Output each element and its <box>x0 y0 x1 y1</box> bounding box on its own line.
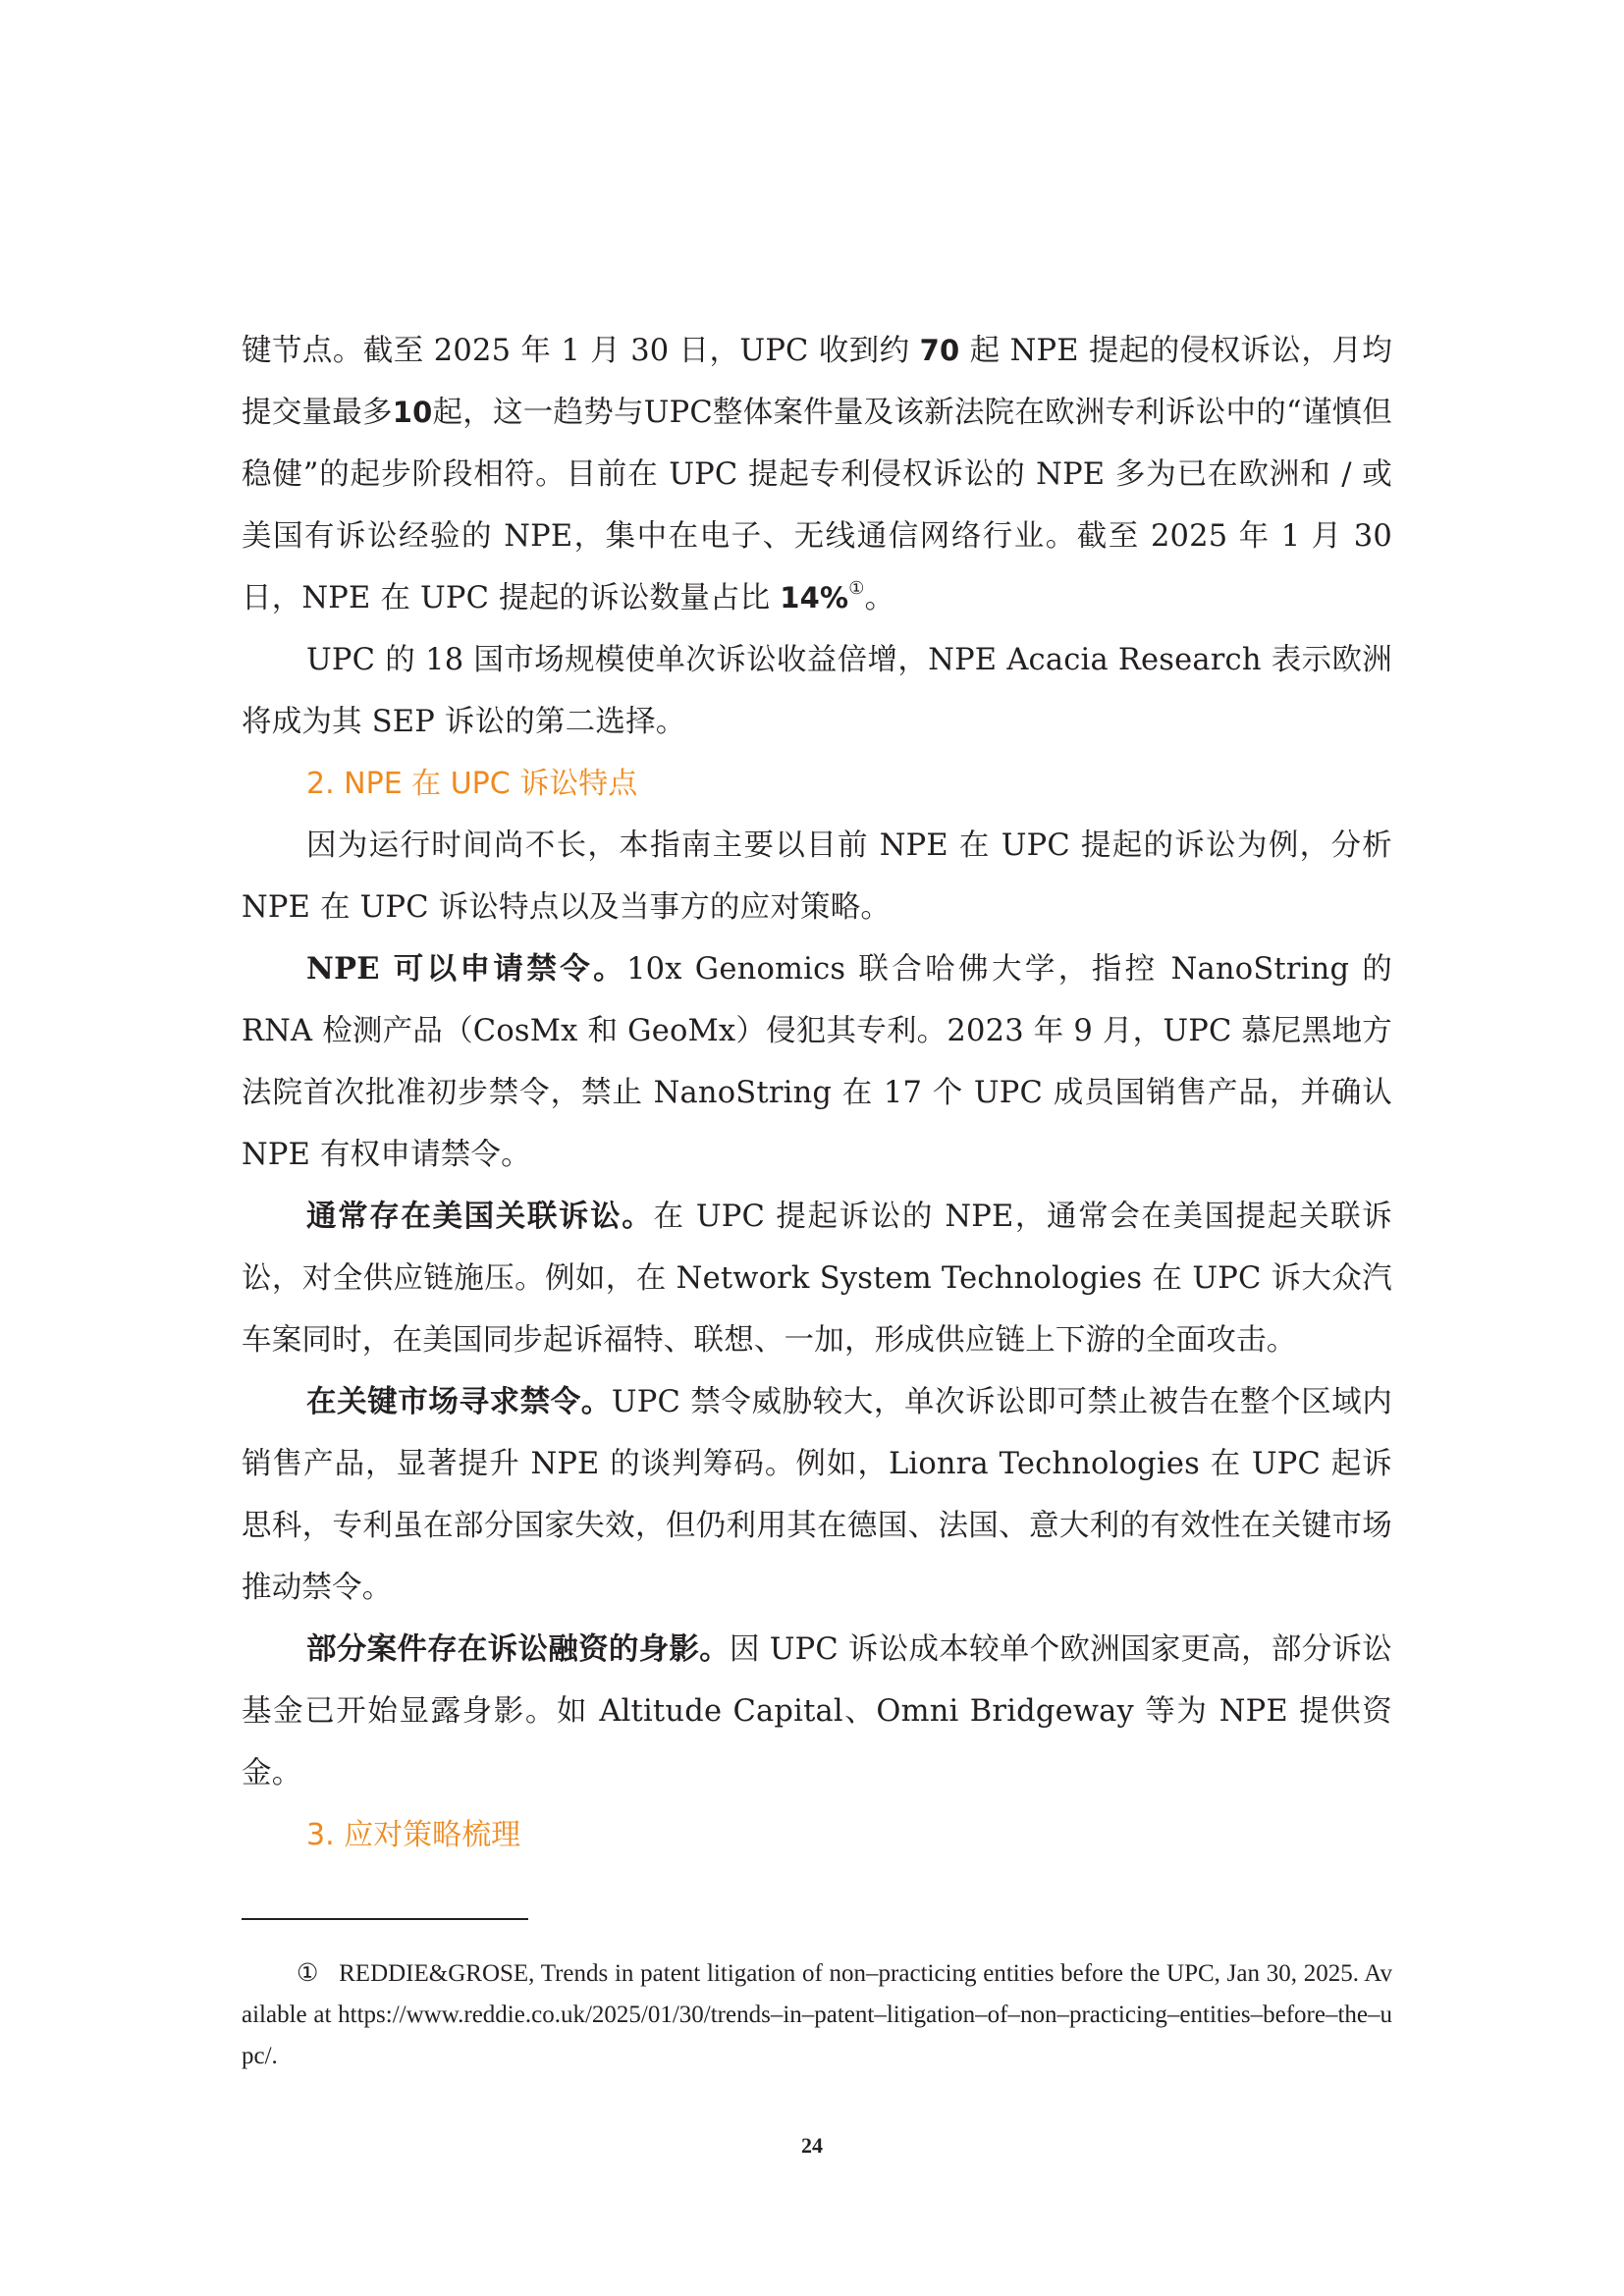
text-run: 起，这一趋势与UPC整体案件量及该新法院在欧洲专利诉讼中的“谨慎但稳健”的起步阶段相符。目前在 UPC 提起专利侵权诉讼的 NPE 多为已在欧洲和 / 或美国有诉讼经验的 NPE，集中在电子、无线通信网络行业。截至 2025 年 1 月 30 日，NPE 在 UPC 提起的诉讼数量占比 <box>242 396 1393 615</box>
lead-phrase: 部分案件存在诉讼融资的身影。 <box>306 1631 731 1667</box>
section-heading-npe-features: 2. NPE 在 UPC 诉讼特点 <box>306 767 638 801</box>
share-percent-highlight: 14% <box>780 581 849 614</box>
case-count-highlight: 70 <box>919 334 960 367</box>
paragraph-injunction <box>242 938 1392 1186</box>
paragraph-body: 因 UPC 诉讼成本较单个欧洲国家更高，部分诉讼基金已开始显露身影。如 Altitude Capital、Omni Bridgeway 等为 NPE 提供资金。 <box>242 1632 1392 1790</box>
footnote-reference[interactable]: ① <box>848 578 865 599</box>
section-heading-strategies: 3. 应对策略梳理 <box>306 1818 521 1852</box>
paragraph-body: 在 UPC 提起诉讼的 NPE，通常会在美国提起关联诉讼，对全供应链施压。例如，在 Network System Technologies 在 UPC 诉大众汽车案同时，在美国同步起诉福特、联想、一加，形成供应链上下游的全面攻击。 <box>242 1200 1392 1358</box>
text-run: 。 <box>864 581 895 615</box>
paragraph-body: UPC 禁令威胁较大，单次诉讼即可禁止被告在整个区域内销售产品，显著提升 NPE 的谈判筹码。例如，Lionra Technologies 在 UPC 起诉思科，专利虽在部分国家失效，但仍利用其在德国、法国、意大利的有效性在关键市场推动禁令。 <box>242 1385 1392 1605</box>
text-run: 起 NPE 提起的侵权诉讼，月均提交量最多 <box>242 334 1392 430</box>
paragraph-npe-statistics <box>242 320 1392 629</box>
text-run: 键节点。截至 2025 年 1 月 30 日，UPC 收到约 <box>242 334 920 368</box>
monthly-max-highlight: 10 <box>392 396 433 429</box>
lead-phrase: 在关键市场寻求禁令。 <box>306 1384 612 1419</box>
footnote <box>242 1953 1392 2077</box>
paragraph-market-scale: UPC 的 18 国市场规模使单次诉讼收益倍增，NPE Acacia Research 表示欧洲将成为其 SEP 诉讼的第二选择。 <box>242 643 1392 739</box>
paragraph-key-markets <box>242 1371 1392 1619</box>
footnote-divider <box>242 1918 528 1920</box>
footnote-marker: ① <box>297 1960 319 1987</box>
body-content <box>242 320 1392 1866</box>
paragraph-us-litigation <box>242 1186 1392 1371</box>
paragraph-body: 10x Genomics 联合哈佛大学，指控 NanoString 的 RNA 检测产品（CosMx 和 GeoMx）侵犯其专利。2023 年 9 月，UPC 慕尼黑地方法院首次批准初步禁令，禁止 NanoString 在 17 个 UPC 成员国销售产品，并确认 NPE 有权申请禁令。 <box>242 952 1392 1172</box>
footnote-text: REDDIE&GROSE, Trends in patent litigation of non–practicing entities before the UPC, Jan 30, 2025. Available at https://www.reddie.co.uk/2025/01/30/trends–in–patent–litigation–of–non–practicing–entities–before–the–upc/. <box>242 1960 1393 2069</box>
lead-phrase: NPE 可以申请禁令。 <box>306 951 627 987</box>
lead-phrase: 通常存在美国关联诉讼。 <box>306 1199 654 1234</box>
page-number: 24 <box>801 2133 823 2158</box>
paragraph-litigation-funding <box>242 1619 1392 1804</box>
paragraph-intro: 因为运行时间尚不长，本指南主要以目前 NPE 在 UPC 提起的诉讼为例，分析 NPE 在 UPC 诉讼特点以及当事方的应对策略。 <box>242 828 1392 925</box>
